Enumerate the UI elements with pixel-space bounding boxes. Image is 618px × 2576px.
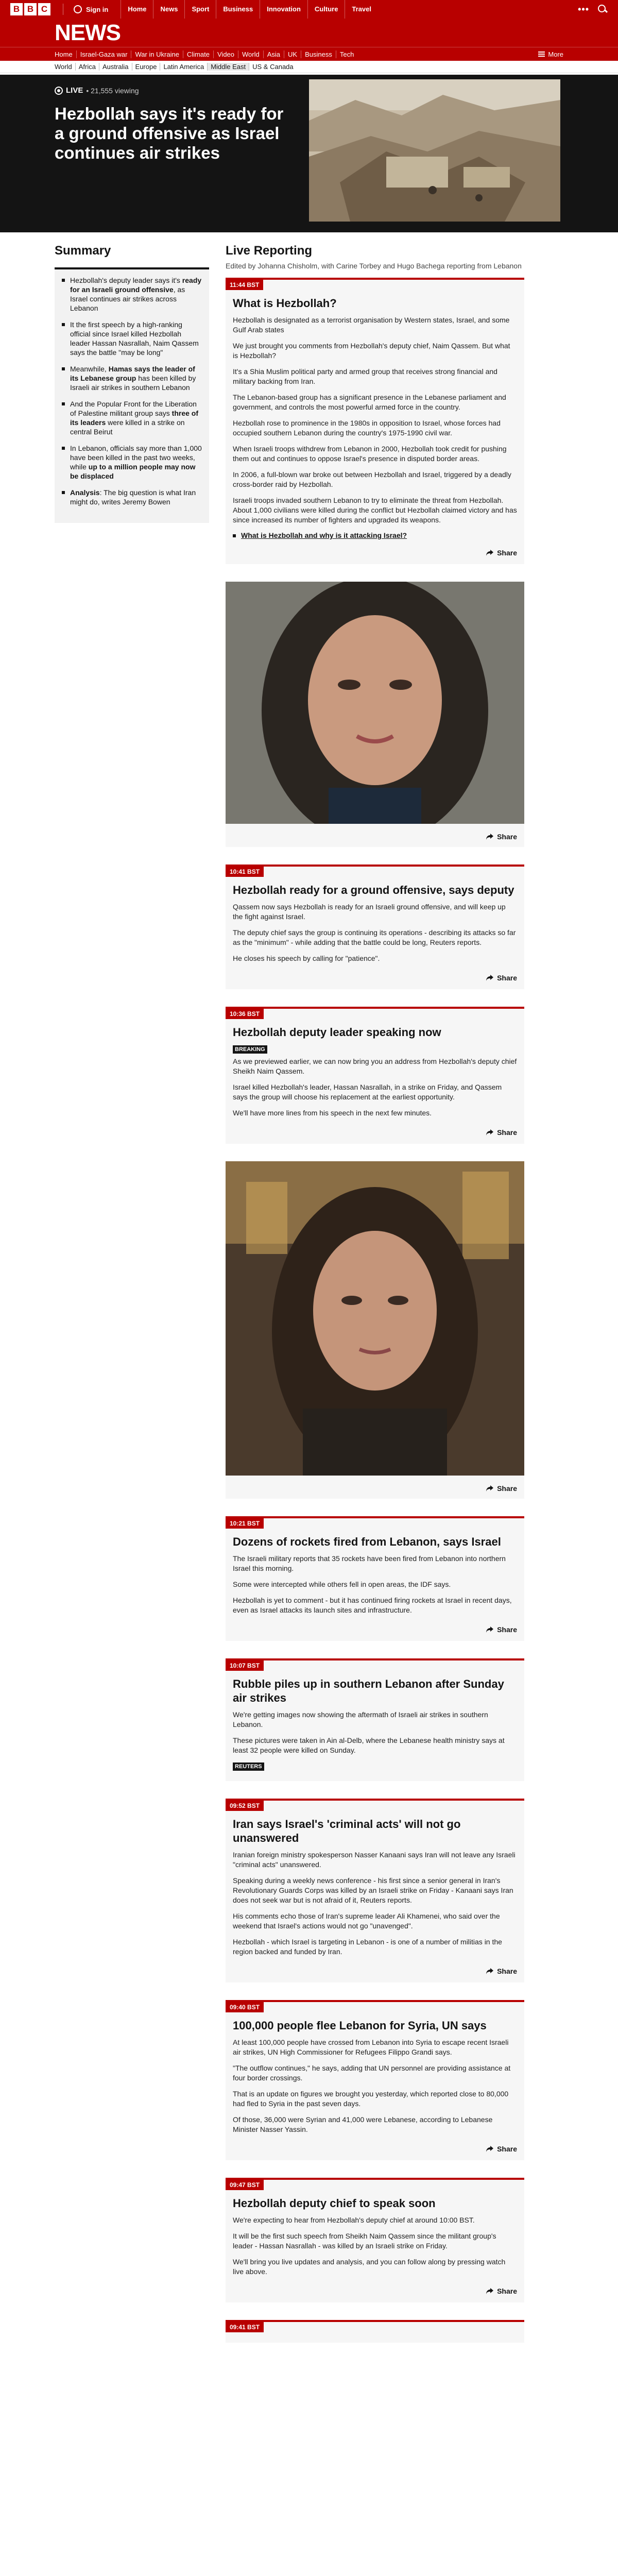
post-paragraph: Iranian foreign ministry spokesperson Nasser Kanaani says Iran will not leave any Israeli "criminal acts" unanswered. [233,1851,516,1869]
summary-text: has been killed by Israeli air strikes in southern Lebanon [70,374,196,392]
summary-text: were killed in a strike on central Beirut [70,418,185,436]
nav-item-uk[interactable]: UK [284,50,301,58]
post-paragraph: We just brought you comments from Hezbollah's deputy chief, Naim Qassem. But what is Hezbollah? [233,342,510,360]
summary-item [62,444,202,481]
post-paragraph: In 2006, a full-blown war broke out between Hezbollah and Israel, triggered by a deadly cross-border raid by Hezbollah. [233,470,511,488]
nav-item-asia[interactable]: Asia [263,50,284,58]
summary-link[interactable]: three of its leaders [70,409,198,427]
live-post [226,2000,524,2160]
share-label: Share [497,1967,517,1975]
post-paragraph: Israel killed Hezbollah's leader, Hassan Nasrallah, in a strike on Friday, and Qassem says the group will choose his replacement at the earliest opportunity. [233,1083,502,1101]
post-paragraph: Speaking during a weekly news conference - his first since a senior general in Iran's Revolutionary Guards Corps was killed by an Israeli strike on Friday - Kanaani says Iran does not seek war but is not afraid of it, Reuters reports. [233,1876,513,1904]
portrait-photo [226,1161,524,1478]
top-nav-culture[interactable]: Culture [307,0,345,19]
post-paragraph: We're expecting to hear from Hezbollah's deputy chief at around 10:00 BST. [233,2216,475,2224]
post-paragraph: Some were intercepted while others fell in open areas, the IDF says. [233,1580,451,1588]
post-paragraph: "The outflow continues," he says, adding that UN personnel are providing assistance at four border crossings. [233,2064,511,2082]
logo-letter: B [10,3,23,15]
share-icon [486,1129,494,1136]
signin-label: Sign in [86,5,109,13]
summary-item [62,488,202,506]
live-post [226,1007,524,1144]
post-timestamp: 09:41 BST [226,2322,264,2332]
top-nav-innovation[interactable]: Innovation [260,0,307,19]
share-button[interactable] [233,1621,517,1634]
share-label: Share [497,1484,517,1493]
post-paragraph: These pictures were taken in Ain al-Delb, where the Lebanese health ministry says at least 32 people were killed on Sunday. [233,1736,505,1754]
share-label: Share [497,833,517,841]
post-paragraph: Hezbollah - which Israel is targeting in Lebanon - is one of a number of militias in the region backed and funded by Iran. [233,1938,502,1956]
post-title: 100,000 people flee Lebanon for Syria, UN says [233,2019,487,2032]
share-button[interactable] [233,1963,517,1975]
sub-nav [0,61,618,73]
summary-box [55,267,209,523]
more-menu-button[interactable]: ••• [578,4,589,14]
share-button[interactable] [233,545,517,557]
subnav-item-middle-east[interactable]: Middle East [207,63,249,71]
subnav-item-australia[interactable]: Australia [99,63,132,71]
post-timestamp: 09:52 BST [226,1801,264,1811]
image-credit-tag: REUTERS [233,1762,264,1771]
share-icon [486,974,494,981]
post-paragraph: His comments echo those of Iran's supreme leader Ali Khamenei, who said over the weekend that Israel's actions would not go "unavenged". [233,1912,500,1930]
summary-text: : The big question is what Iran might do, writes Jeremy Bowen [70,488,196,506]
share-label: Share [497,2145,517,2153]
summary-link[interactable]: Analysis [70,488,100,497]
share-button[interactable] [233,2283,517,2295]
live-post [226,2320,524,2343]
nav-item-ukraine[interactable]: War in Ukraine [131,50,182,58]
post-paragraph: The Lebanon-based group has a significant presence in the Lebanese parliament and government, and controls the most powerful armed force in the country. [233,393,506,411]
summary-link[interactable]: up to a million people may now be displaced [70,463,196,480]
share-icon [486,1626,494,1633]
summary-text: It the first speech by a high-ranking official since Israel killed Hezbollah leader Hassan Nasrallah, Naim Qassem says the battle "may be long" [70,320,199,357]
news-logo[interactable]: NEWS [55,20,121,45]
post-timestamp: 10:41 BST [226,867,264,877]
share-button[interactable] [226,1478,524,1499]
summary-item [62,364,202,392]
post-timestamp: 11:44 BST [226,280,263,290]
share-button[interactable] [233,1124,517,1137]
post-paragraph: We'll bring you live updates and analysis, and you can follow along by pressing watch live above. [233,2258,506,2276]
summary-text: In Lebanon, officials say more than 1,000 have been killed in the past two weeks, while [70,444,202,471]
nav-item-tech[interactable]: Tech [336,50,357,58]
post-paragraph: At least 100,000 people have crossed from Lebanon into Syria to escape recent Israeli air strikes, UN High Commissioner for Refugees Filippo Grandi says. [233,2038,509,2056]
share-button[interactable] [226,826,524,847]
nav-item-video[interactable]: Video [213,50,238,58]
post-title: Hezbollah ready for a ground offensive, says deputy [233,884,514,896]
live-post [226,1799,524,1982]
share-label: Share [497,549,517,557]
post-title: Iran says Israel's 'criminal acts' will not go unanswered [233,1818,461,1844]
live-indicator [55,86,297,95]
summary-item [62,276,202,313]
viewer-count: • 21,555 viewing [86,86,139,95]
image-post [226,582,524,847]
post-paragraph: Of those, 36,000 were Syrian and 41,000 were Lebanese, according to Lebanese Minister Nasser Yassin. [233,2115,493,2133]
main-nav [0,47,618,61]
post-paragraph: When Israeli troops withdrew from Lebanon in 2000, Hezbollah took credit for pushing them out and continues to oppose Israel's presence in disputed border areas. [233,445,507,463]
share-label: Share [497,1625,517,1634]
post-timestamp: 10:07 BST [226,1660,264,1671]
image-post [226,1161,524,1499]
post-paragraph: The Israeli military reports that 35 rockets have been fired from Lebanon into northern Israel this morning. [233,1554,506,1572]
breaking-badge: BREAKING [233,1045,267,1054]
top-nav-business[interactable]: Business [216,0,260,19]
summary-item [62,399,202,436]
live-label: LIVE [66,86,83,95]
signin-button[interactable] [68,5,113,13]
hero-image [309,79,560,222]
related-link[interactable] [233,531,517,539]
summary-link[interactable]: Hamas says the leader of its Lebanese group [70,365,195,382]
subnav-item-world[interactable]: World [55,63,72,71]
live-post [226,865,524,989]
post-paragraph: It will be the first such speech from Sheikh Naim Qassem since the militant group's leader - Hassan Nasrallah - was killed by an Israeli strike on Friday. [233,2232,496,2250]
post-title: Rubble piles up in southern Lebanon after Sunday air strikes [233,1677,504,1704]
post-timestamp: 10:36 BST [226,1009,264,1019]
bbc-logo[interactable] [10,3,50,15]
logo-letter: C [38,3,50,15]
summary-item [62,320,202,357]
nav-item-israel-gaza[interactable]: Israel-Gaza war [76,50,131,58]
post-paragraph: It's a Shia Muslim political party and armed group that receives strong financial and military backing from Iran. [233,367,497,385]
post-paragraph: We'll have more lines from his speech in the next few minutes. [233,1109,432,1117]
content-layout [0,244,618,2360]
hero-banner [0,75,618,232]
post-paragraph: Israeli troops invaded southern Lebanon to try to eliminate the threat from Hezbollah. About 1,000 civilians were killed during the conflict but Hezbollah claimed victory and has since increased its number of fighters and upgraded its weapons. [233,496,517,524]
user-icon [74,5,82,13]
nav-item-business[interactable]: Business [301,50,336,58]
post-timestamp: 09:40 BST [226,2002,264,2012]
post-paragraph: That is an update on figures we brought you yesterday, which reported close to 80,000 had fled to Syria in the past seven days. [233,2090,509,2108]
post-title: Dozens of rockets fired from Lebanon, says Israel [233,1535,501,1548]
related-link-text[interactable]: What is Hezbollah and why is it attacking Israel? [241,531,407,539]
search-icon[interactable] [597,4,608,14]
post-title: Hezbollah deputy chief to speak soon [233,2197,436,2210]
post-paragraph: As we previewed earlier, we can now bring you an address from Hezbollah's deputy chief Sheikh Naim Qassem. [233,1057,517,1075]
post-timestamp: 09:47 BST [226,2180,264,2190]
summary-title: Summary [55,244,111,258]
live-icon [55,87,63,95]
hamburger-icon [538,52,545,57]
share-button[interactable] [233,970,517,982]
nav-more-button[interactable] [538,50,563,58]
post-paragraph: Hezbollah rose to prominence in the 1980s in opposition to Israel, whose forces had occupied southern Lebanon during the country's 1975-1990 civil war. [233,419,501,437]
nav-item-home[interactable]: Home [55,50,73,58]
share-icon [486,833,494,840]
portrait-photo [226,582,524,826]
share-label: Share [497,2287,517,2295]
top-nav-home[interactable]: Home [121,0,153,19]
post-paragraph: Hezbollah is yet to comment - but it has continued firing rockets at Israel in recent days, even as Israel attacks its launch sites and infrastructure. [233,1596,512,1614]
summary-text: Meanwhile, [70,365,109,373]
subnav-item-us-canada[interactable]: US & Canada [249,63,297,71]
post-timestamp: 10:21 BST [226,1518,264,1529]
top-nav [121,0,378,19]
share-icon [486,1968,494,1975]
nav-item-world[interactable]: World [238,50,263,58]
share-button[interactable] [233,2141,517,2153]
live-post [226,1516,524,1641]
page-title: Hezbollah says it's ready for a ground offensive as Israel continues air strikes [55,104,284,162]
post-paragraph: He closes his speech by calling for "patience". [233,954,380,962]
nav-item-climate[interactable]: Climate [183,50,213,58]
summary-panel [55,244,209,2360]
subnav-item-latin-america[interactable]: Latin America [160,63,207,71]
share-icon [486,549,494,556]
summary-text: Hezbollah's deputy leader says it's [70,276,182,284]
logo-letter: B [24,3,37,15]
post-paragraph: Qassem now says Hezbollah is ready for an Israeli ground offensive, and will keep up the fight against Israel. [233,903,506,921]
top-nav-news[interactable]: News [153,0,184,19]
editors-note: Edited by Johanna Chisholm, with Carine Torbey and Hugo Bachega reporting from Lebanon [226,262,522,270]
post-title: What is Hezbollah? [233,297,337,310]
share-icon [486,1485,494,1492]
live-post [226,1658,524,1781]
subnav-item-africa[interactable]: Africa [75,63,99,71]
live-feed [226,244,524,2360]
live-post [226,278,524,564]
summary-text: , as Israel continues air strikes across Lebanon [70,285,185,312]
share-icon [486,2145,494,2153]
share-label: Share [497,1128,517,1137]
image-caption: Hezbollah is designated as a terrorist organisation by Western states, Israel, and some Gulf Arab states [233,316,510,334]
share-label: Share [497,974,517,982]
post-paragraph: We're getting images now showing the aftermath of Israeli air strikes in southern Lebanon. [233,1710,488,1728]
post-title: Hezbollah deputy leader speaking now [233,1026,441,1039]
post-paragraph: The deputy chief says the group is continuing its operations - describing its attacks so far as the "minimum" - while adding that the battle could be long, Reuters reports. [233,928,516,946]
top-nav-sport[interactable]: Sport [184,0,216,19]
bbc-top-bar [0,0,618,19]
summary-text: And the Popular Front for the Liberation of Palestine militant group says [70,400,197,417]
top-right-controls [578,4,608,15]
hero-text [55,75,297,163]
subnav-item-europe[interactable]: Europe [132,63,160,71]
top-nav-travel[interactable]: Travel [345,0,378,19]
live-reporting-title: Live Reporting [226,244,313,258]
share-icon [486,2287,494,2295]
summary-link[interactable]: ready for an Israeli ground offensive [70,276,202,294]
nav-more-label: More [548,50,563,58]
live-post [226,2178,524,2302]
news-brand-bar [0,19,618,47]
